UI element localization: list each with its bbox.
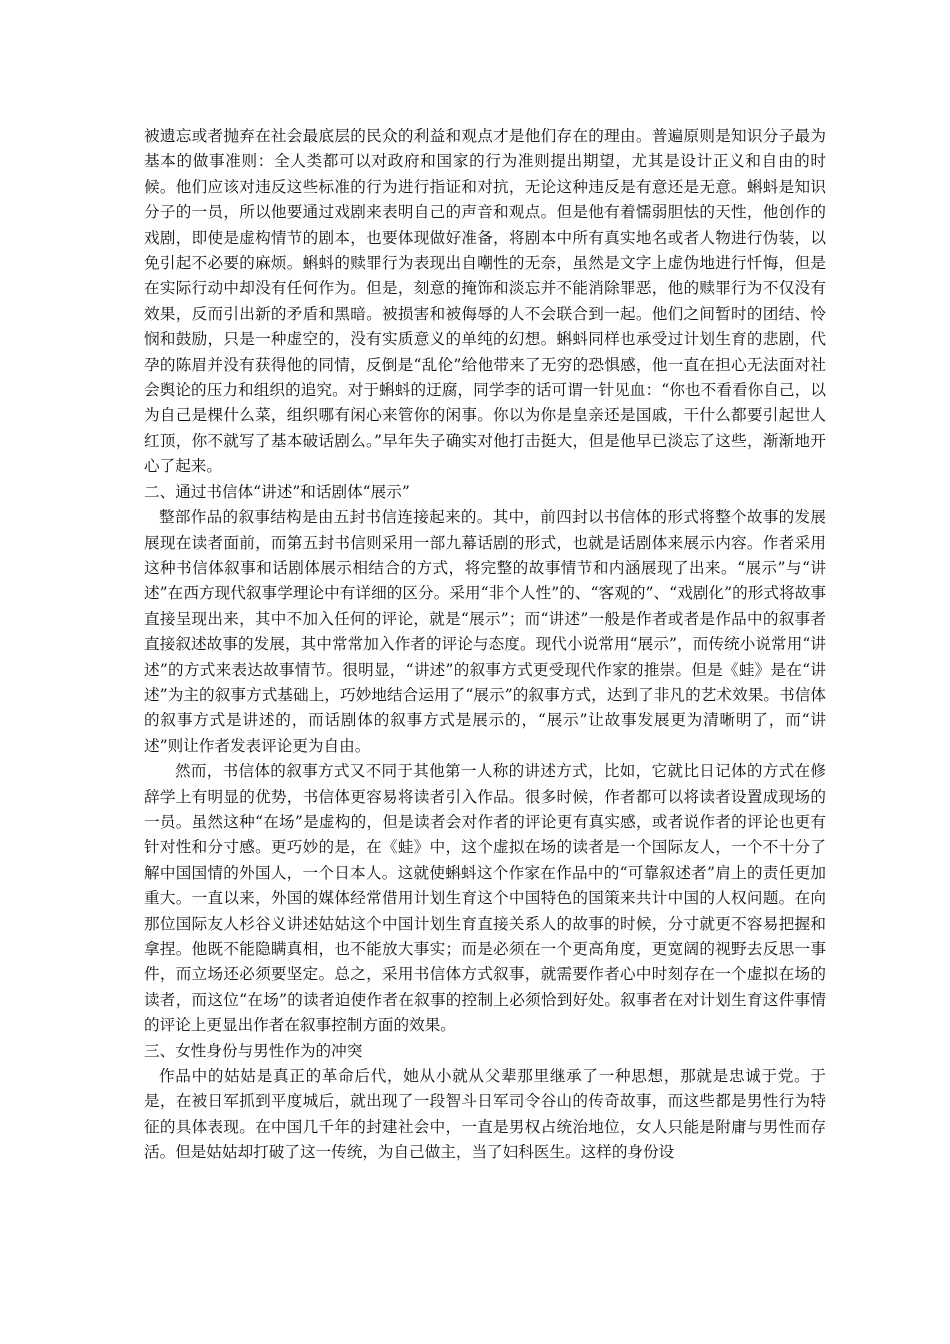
paragraph-intellectual-duty: 被遗忘或者抛弃在社会最底层的民众的利益和观点才是他们存在的理由。普遍原则是知识分子最为基本的做事准则：全人类都可以对政府和国家的行为准则提出期望，尤其是设计正义和自由的时候。他们应该对违反这些标准的行为进行指证和对抗，无论这种违反是有意还是无意。蝌蚪是知识分子的一员，所以他要通过戏剧来表明自己的声音和观点。但是他有着懦弱胆怯的天性，他创作的戏剧，即使是虚构情节的剧本，也要体现做好准备，将剧本中所有真实地名或者人物进行伪装，以免引起不必要的麻烦。蝌蚪的赎罪行为表现出自嘲性的无奈，虽然是文字上虚伪地进行忏悔，但是在实际行动中却没有任何作为。但是，刻意的掩饰和淡忘并不能消除罪恶，他的赎罪行为不仅没有效果，反而引出新的矛盾和黑暗。被损害和被侮辱的人不会联合到一起。他们之间暂时的团结、怜悯和鼓励，只是一种虚空的，没有实质意义的单纯的幻想。蝌蚪同样也承受过计划生育的悲剧，代孕的陈眉并没有获得他的同情，反倒是“乱伦”给他带来了无穷的恐惧感，他一直在担心无法面对社会舆论的压力和组织的追究。对于蝌蚪的迂腐，同学李的话可谓一针见血：“你也不看看你自己，以为自己是棵什么菜，组织哪有闲心来管你的闲事。你以为你是皇亲还是国戚，干什么都要引起世人红顶，你不就写了基本破话剧么。”早年失子确实对他打击挺大，但是他早已淡忘了这些，渐渐地开心了起来。: [144, 127, 826, 476]
section-heading-2: 二、通过书信体“讲述”和话剧体“展示”: [144, 482, 410, 501]
section-heading-3: 三、女性身份与男性作为的冲突: [144, 1041, 363, 1060]
paragraph-narrative-structure: 整部作品的叙事结构是由五封书信连接起来的。其中，前四封以书信体的形式将整个故事的发展展现在读者面前，而第五封书信则采用一部九幕话剧的形式，也就是话剧体来展示内容。作者采用这种书信体叙事和话剧体展示相结合的方式，将完整的故事情节和内涵展现了出来。“展示”与“讲述”在西方现代叙事学理论中有详细的区分。采用“非个人性”的、“客观的”、“戏剧化”的形式将故事直接呈现出来，其中不加入任何的评论，就是“展示”；而“讲述”一般是作者或者是作品中的叙事者直接叙述故事的发展，其中常常加入作者的评论与态度。现代小说常用“展示”，而传统小说常用“讲述”的方式来表达故事情节。很明显，“讲述”的叙事方式更受现代作家的推崇。但是《蛙》是在“讲述”为主的叙事方式基础上，巧妙地结合运用了“展示”的叙事方式，达到了非凡的艺术效果。书信体的叙事方式是讲述的，而话剧体的叙事方式是展示的，“展示”让故事发展更为清晰明了，而“讲述”则让作者发表评论更为自由。: [144, 508, 826, 755]
paragraph-epistolary-form: 然而，书信体的叙事方式又不同于其他第一人称的讲述方式，比如，它就比日记体的方式在修辞学上有明显的优势，书信体更容易将读者引入作品。很多时候，作者都可以将读者设置成现场的一员。虽然这种“在场”是虚构的，但是读者会对作者的评论更有真实感，或者说作者的评论也更有针对性和分寸感。更巧妙的是，在《蛙》中，这个虚拟在场的读者是一个国际友人，一个不十分了解中国国情的外国人，一个日本人。这就使蝌蚪这个作家在作品中的“可靠叙述者”肩上的责任更加重大。一直以来，外国的媒体经常借用计划生育这个中国特色的国策来共计中国的人权问题。在向那位国际友人杉谷义讲述姑姑这个中国计划生育直接关系人的故事的时候，分寸就更不容易把握和拿捏。他既不能隐瞒真相，也不能放大事实；而是必须在一个更高角度，更宽阔的视野去反思一事件，而立场还必须要坚定。总之，采用书信体方式叙事，就需要作者心中时刻存在一个虚拟在场的读者，而这位“在场”的读者迫使作者在叙事的控制上必须恰到好处。叙事者在对计划生育这件事情的评论上更显出作者在叙事控制方面的效果。: [144, 762, 826, 1035]
paragraph-aunt-identity: 作品中的姑姑是真正的革命后代，她从小就从父辈那里继承了一种思想，那就是忠诚于党。于是，在被日军抓到平度城后，就出现了一段智斗日军司令谷山的传奇故事，而这些都是男性行为特征的具体表现。在中国几千年的封建社会中，一直是男权占统治地位，女人只能是附庸与男性而存活。但是姑姑却打破了这一传统，为自己做主，当了妇科医生。这样的身份设: [144, 1067, 826, 1162]
document-body: [144, 124, 826, 1166]
